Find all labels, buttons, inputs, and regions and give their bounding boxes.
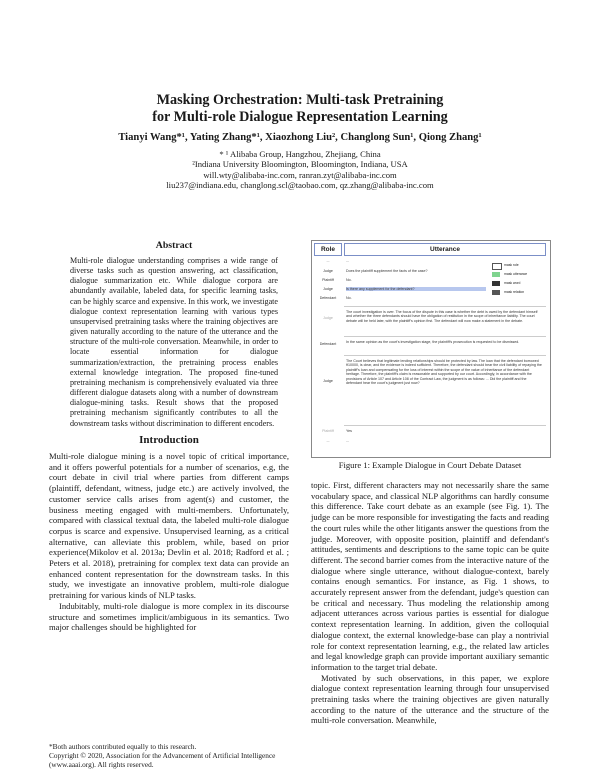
legend-label: mask utterance (504, 272, 528, 276)
intro-paragraph-4: Motivated by such observations, in this paper, we explore dialogue context representation learning through four unsupervised pretraining tasks where the training objectives are given naturally according to the nature of the utterance and the structure of the multi-role conversation. Meanwhile, (311, 672, 549, 726)
figure-caption: Figure 1: Example Dialogue in Court Debate Dataset (338, 460, 522, 470)
row-divider (344, 306, 546, 307)
row-role: Judge (323, 287, 333, 291)
legend-item (492, 270, 548, 279)
intro-paragraph-2: Indubitably, multi-role dialogue is more complex in its discourse structure and sometimes implicit/ambiguous in its semantics. Two major challenges should be highlighted for (49, 600, 289, 633)
legend-swatch (492, 272, 500, 277)
row-utterance: The Court believes that legitimate lending relationships should be protected by law. The loan that the defendant borrowed ¥10000, is clear, and the evidence is indeed sufficient. Therefore, the defendant should bear the civil liability of repaying the plaintiff's loan and compensating for the loss of interest within the scope of the value of inheritance of the defendant heritage. Therefore, the plaintiff's claim is reasonable and supported by our court. Accordingly, in accordance with the provisions of Article 107 and Article 108 of the Contract Law, the judgment is as follows: ... Did the plaintiff and the defendant hear the court's judgment just now? (346, 359, 542, 386)
figure-header (312, 241, 550, 256)
affiliation-1: * ¹ Alibaba Group, Hangzhou, Zhejiang, China (219, 149, 381, 159)
affiliations (0, 149, 600, 190)
row-divider (344, 355, 546, 356)
introduction-heading: Introduction (139, 434, 199, 446)
row-divider (344, 425, 546, 426)
row-utterance: ... (346, 439, 349, 443)
row-utterance: Is there any supplement for the defendant? (346, 287, 486, 291)
authors: Tianyi Wang*¹, Yating Zhang*¹, Xiaozhong Liu², Changlong Sun¹, Qiong Zhang¹ (118, 132, 482, 143)
intro-paragraph-1: Multi-role dialogue mining is a novel topic of critical importance, and it offers powerful potentials for a number of scenarios, e.g, the court debate in civil trial where parties from different camps (plaintiff, defendant, witness, judge etc.) are actively involved, the customer service calls arises from agent(s) and customer, the business meeting engaged with multi-members. Unfortunately, compared with classical textual data, the labeled multi-role dialogue corpus is scarce and expensive. Unsupervised learning, as a critical alternative, can alleviate this problem, while, based on prior experience(Mikolov et al. 2013a; Devlin et al. 2018; Radford et al. ; Peters et al. 2018), pretraining for complex text data can provide an enhanced content representation for the downstream tasks. In this study, we investigate an innovative problem, multi-role dialogue pretraining for various kinds of NLP tasks. (49, 451, 289, 601)
row-utterance: Yes (346, 429, 352, 433)
legend-item (492, 279, 548, 288)
legend-label: mask word (504, 281, 521, 285)
email-line-2: liu237@indiana.edu, changlong.scl@taobao.com, qz.zhang@alibaba-inc.com (166, 179, 434, 190)
row-utterance: No. (346, 296, 352, 300)
intro-right-column (311, 480, 549, 726)
row-role: Judge (323, 316, 333, 320)
legend-label: mask relation (504, 290, 525, 294)
footnote-contribution: *Both authors contributed equally to this research. (49, 742, 197, 751)
intro-left-column (49, 451, 289, 633)
footnote-copyright: Copyright © 2020, Association for the Advancement of Artificial Intelligence (www.aaai.org). All rights reserved. (49, 750, 276, 769)
row-utterance: No. (346, 278, 352, 282)
role-column-header: Role (314, 243, 342, 256)
row-utterance: The court investigation is over. The focus of the dispute in this case is whether the debt is owed by the defendant himself and whether the three defendants should have the obligation of restitution in the scope of inheritance liability. The court debate will be held later, with the plaintiff's opinion first. The defendant will now make a statement in the debate. (346, 310, 538, 323)
row-divider (344, 336, 546, 337)
row-role: ... (326, 439, 330, 443)
row-utterance: ... (346, 259, 349, 263)
legend-swatch (492, 290, 500, 295)
row-utterance: Does the plaintiff supplement the facts of the case? (346, 269, 428, 273)
footnote (49, 743, 289, 770)
intro-paragraph-3: topic. First, different characters may not necessarily share the same vocabulary space, and classical NLP algorithms can hardly consume this difference. Take court debate as an example (see Fig. 1). The judge can be more responsible for investigating the facts and reading the court rules while the other litigants answer the questions from the judge. Moreover, with opposite position, plaintiff and defendant's attitudes, sentiments and descriptions to the same topic can be quite different. The second barrier comes from the interactive nature of the dialogue where single utterance, without dialogue-context, barely contains enough semantics. For instance, as Fig. 1 shows, to accurately represent answer from the defendant, judge's question can be critical and necessary. Thus modeling the relationship among adjacent utterances across various parties is essential for dialogue context representation learning. In addition, given the colloquial dialogue context, the external knowledge-base can play a nontrivial role for context representation learning, e.g., the related law articles and legal knowledge graph can provide important auxiliary semantic information to the target trial debate. (311, 480, 549, 672)
legend-label: mask role (504, 263, 519, 267)
row-utterance: In the same opinion as the court's investigation stage, the plaintiff's prosecution is requested to be dismissed. (346, 340, 520, 344)
affiliation-2: ²Indiana University Bloomington, Bloomington, Indiana, USA (192, 159, 408, 170)
row-role: Defendant (319, 296, 337, 300)
legend-item (492, 288, 548, 297)
figure-legend (492, 261, 548, 297)
email-line-1: will.wty@alibaba-inc.com, ranran.zyt@alibaba-inc.com (203, 169, 397, 180)
figure-court-dialogue (311, 240, 551, 458)
row-role: Judge (323, 379, 333, 383)
row-role: Defendant (319, 342, 337, 346)
legend-swatch (492, 281, 500, 286)
row-role: Judge (323, 269, 333, 273)
paper-title-line2: for Multi-role Dialogue Representation Learning (152, 109, 448, 125)
row-role: ... (326, 259, 330, 263)
row-role: Plaintiff (322, 278, 334, 282)
utterance-column-header: Utterance (344, 243, 546, 256)
legend-swatch (492, 263, 502, 270)
abstract-text: Multi-role dialogue understanding comprises a wide range of diverse tasks such as question answering, act classification, dialogue summarization etc. While dialogue corpora are abundantly available, labeled data, for specific learning tasks, can be highly scarce and expensive. In this work, we investigate dialogue context representation learning with various types unsupervised pretraining tasks where the training objectives are given naturally according to the nature of the utterance and the structure of the multi-role conversation. Meanwhile, in order to locate essential information for dialogue summarization/extraction, the pretraining process enables external knowledge integration. The proposed fine-tuned pretraining mechanism is comprehensively evaluated via three different dialogue datasets along with a number of downstream dialogue-mining tasks. Result shows that the proposed pretraining mechanism significantly contributes to all the downstream tasks without discrimination to different encoders. (70, 256, 278, 428)
row-role: Plaintiff (322, 429, 334, 433)
paper-title-line1: Masking Orchestration: Multi-task Pretraining (156, 92, 444, 108)
abstract-heading: Abstract (155, 240, 193, 251)
